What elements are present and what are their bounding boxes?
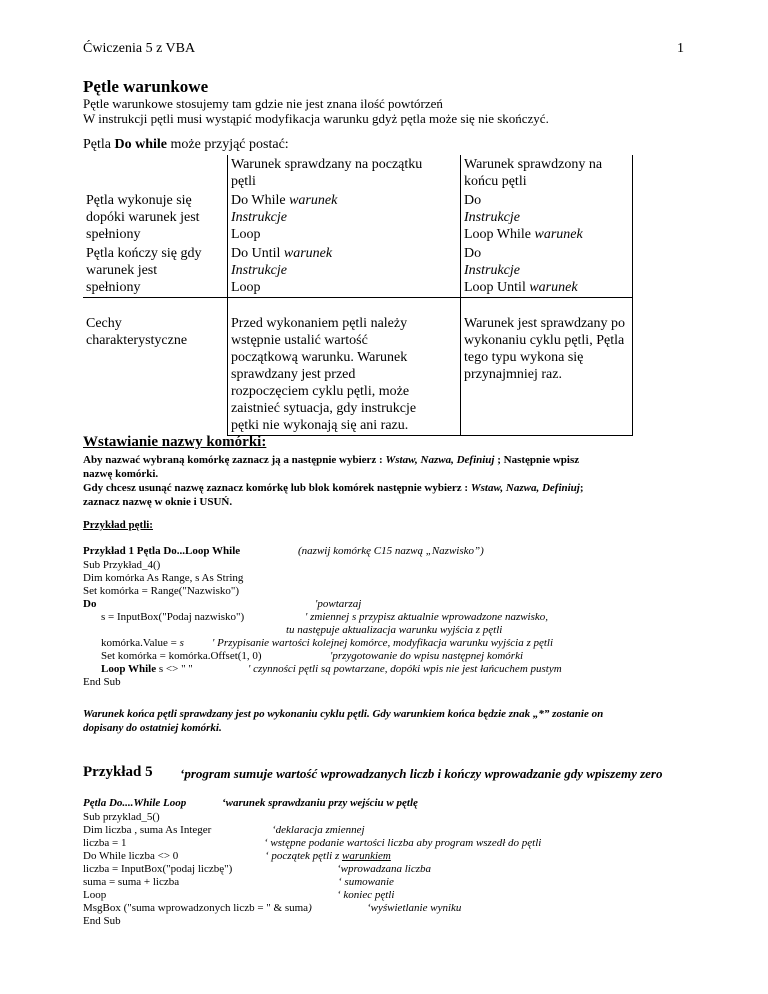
code-line: Dim komórka As Range, s As String <box>83 572 244 584</box>
code-line: End Sub <box>83 915 121 927</box>
code-line: Set komórka = Range("Nazwisko") <box>83 585 240 597</box>
code-line: Set komórka = komórka.Offset(1, 0) <box>101 650 262 662</box>
cell-features-end: Warunek jest sprawdzany po wykonaniu cyklu pętli, Pętla tego typu wykona się przynajmniej raz. <box>461 298 633 436</box>
table-caption: Pętla Do while może przyjąć postać: <box>83 137 289 152</box>
code-line: End Sub <box>83 676 121 688</box>
code-comment: tu następuje aktualizacja warunku wyjścia z pętli <box>286 624 503 636</box>
cell-features-start: Przed wykonaniem pętli należy wstępnie ustalić wartość początkową warunku. Warunek sprawdzany jest przed rozpoczęciem cyklu pętli, może zaistnieć sytuacja, gdy instrukcje pętki nie wykonają się ani razu. <box>228 298 461 436</box>
code-comment: ' Przypisanie wartości kolejnej komórce, modyfikacja warunku wyjścia z pętli <box>212 637 554 649</box>
section-heading-loops: Pętle warunkowe <box>83 77 209 96</box>
loop-types-table <box>83 155 633 436</box>
code-comment: ‘deklaracja zmiennej <box>272 824 365 836</box>
code-line: suma = suma + liczba <box>83 876 180 888</box>
code-comment: ‘wprowadzana liczba <box>337 863 432 875</box>
example5-description: ‘program sumuje wartość wprowadzanych liczb i kończy wprowadzanie gdy wpiszemy zero <box>180 766 663 781</box>
example5-title: Przykład 5 <box>83 764 153 780</box>
code-comment: ' zmiennej s przypisz aktualnie wprowadzone nazwisko, <box>305 611 549 623</box>
cell-loop-until: Do Instrukcje Loop Until warunek <box>461 244 633 298</box>
example1-note-line-1: Warunek końca pętli sprawdzany jest po wykonaniu cyklu pętli. Gdy warunkiem końca będzie znak „*” zostanie on <box>83 708 604 720</box>
row-label-while: Pętla wykonuje się dopóki warunek jest spełniony <box>86 193 200 242</box>
code-comment: 'przygotowanie do wpisu następnej komórki <box>330 650 524 662</box>
code-line: Loop <box>83 889 107 901</box>
instruction-name-line-2: nazwę komórki. <box>83 468 159 480</box>
code-comment: ‘ początek pętli z warunkiem <box>265 850 391 862</box>
example1-title-note: (nazwij komórkę C15 nazwą „Nazwisko”) <box>298 545 484 557</box>
example1-title: Przykład 1 Pętla Do...Loop While <box>83 545 241 557</box>
code-comment: ‘ koniec pętli <box>337 889 395 901</box>
code-line: komórka.Value = s <box>101 637 184 649</box>
cell-do-until: Do Until warunek Instrukcje Loop <box>228 244 461 298</box>
intro-line-2: W instrukcji pętli musi wystąpić modyfikacja warunku gdyż pętla może się nie skończyć. <box>83 111 549 126</box>
code-line: Do While liczba <> 0 <box>83 850 179 862</box>
instruction-remove-line-1: Gdy chcesz usunąć nazwę zaznacz komórkę lub blok komórek następnie wybierz : Wstaw, Nazwa, Definiuj; <box>83 482 584 494</box>
code-comment: ‘ sumowanie <box>338 876 394 888</box>
table-corner-cell <box>83 155 228 191</box>
row-label-features: Cechy charakterystyczne <box>86 316 188 348</box>
code-line: liczba = InputBox("podaj liczbę") <box>83 863 233 875</box>
example1-note-line-2: dopisany do ostatniej komórki. <box>83 722 222 734</box>
code-line: MsgBox ("suma wprowadzonych liczb = " & suma) <box>83 902 312 914</box>
row-label-until: Pętla kończy się gdy warunek jest spełniony <box>83 244 228 298</box>
code-line: Dim liczba , suma As Integer <box>83 824 212 836</box>
instruction-remove-line-2: zaznacz nazwę w oknie i USUŃ. <box>83 496 233 508</box>
code-line: Loop While s <> " " <box>101 663 193 675</box>
cell-do-while: Do While warunek Instrukcje Loop <box>228 191 461 244</box>
code-comment: ‘wyświetlanie wyniku <box>367 902 462 914</box>
code-line: liczba = 1 <box>83 837 127 849</box>
code-line: Sub Przykład_4() <box>83 559 161 571</box>
example5-subtitle-note: ‘warunek sprawdzaniu przy wejściu w pętlę <box>222 797 418 809</box>
code-line: s = InputBox("Podaj nazwisko") <box>101 611 245 623</box>
code-comment: ' czynności pętli są powtarzane, dopóki wpis nie jest łańcuchem pustym <box>248 663 562 675</box>
cell-loop-while: Do Instrukcje Loop While warunek <box>461 191 633 244</box>
code-comment: 'powtarzaj <box>315 598 362 610</box>
intro-line-1: Pętle warunkowe stosujemy tam gdzie nie jest znana ilość powtórzeń <box>83 96 443 111</box>
header-end-check: Warunek sprawdzony na końcu pętli <box>461 155 633 191</box>
section-heading-cell-name: Wstawianie nazwy komórki: <box>83 434 267 450</box>
page-number: 1 <box>677 41 684 56</box>
header-start-check: Warunek sprawdzany na początku pętli <box>228 155 461 191</box>
code-line: Do <box>83 598 97 610</box>
example5-subtitle: Pętla Do....While Loop <box>83 797 187 809</box>
code-comment: ‘ wstępne podanie wartości liczba aby program wszedł do pętli <box>264 837 542 849</box>
example-label: Przykład pętli: <box>83 519 153 531</box>
page-header-title: Ćwiczenia 5 z VBA <box>83 41 196 56</box>
instruction-name-line-1: Aby nazwać wybraną komórkę zaznacz ją a następnie wybierz : Wstaw, Nazwa, Definiuj ; Następnie wpisz <box>83 454 580 466</box>
code-line: Sub przyklad_5() <box>83 811 160 823</box>
